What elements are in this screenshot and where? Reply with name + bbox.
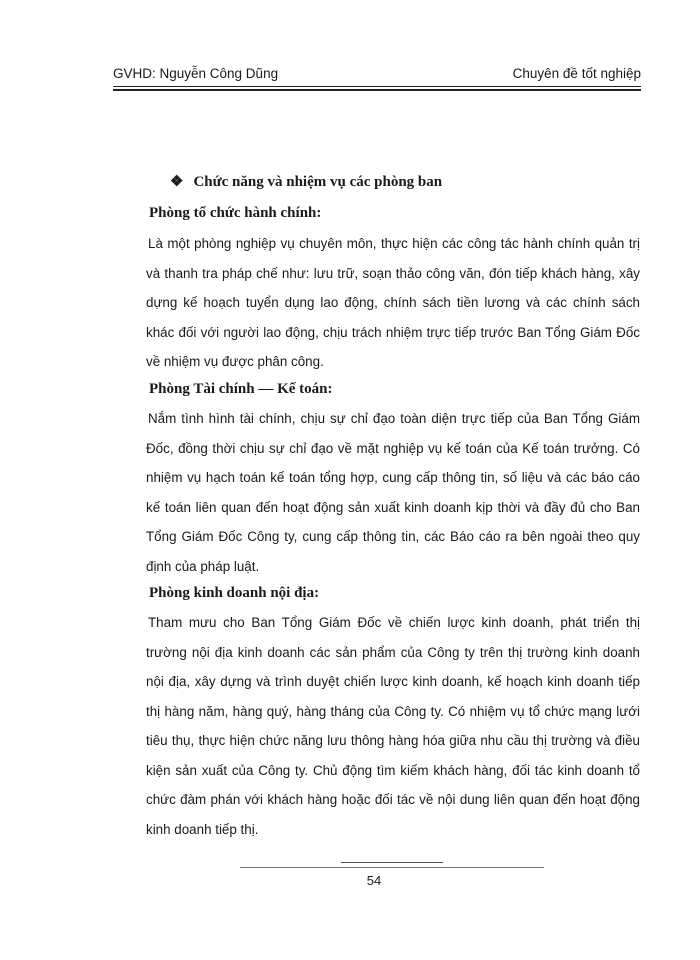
header-supervisor: GVHD: Nguyễn Công Dũng xyxy=(113,66,279,81)
page-header xyxy=(113,62,641,90)
header-rule-thin xyxy=(113,86,641,87)
page-number: 54 xyxy=(366,873,382,888)
paragraph-finance-department xyxy=(146,404,640,581)
paragraph-finance-text: Nắm tình hình tài chính, chịu sự chỉ đạo toàn diện trực tiếp của Ban Tổng Giám Đốc, đồng thời chịu sự chỉ đạo về mặt nghiệp vụ kế toán của Kế toán trưởng. Có nhiệm vụ hạch toán kế toán tổng hợp, cung cấp thông tin, số liệu và các báo cáo kế toán liên quan đến hoạt động sản xuất kinh doanh kịp thời và đầy đủ cho Ban Tổng Giám Đốc Công ty, cung cấp thông tin, các Báo cáo ra bên ngoài theo quy định của pháp luật. xyxy=(146,411,640,574)
heading-finance-department: Phòng Tài chính — Kế toán: xyxy=(149,381,333,397)
header-rule-thick xyxy=(113,89,641,91)
paragraph-admin-department xyxy=(146,229,640,377)
paragraph-domestic-text: Tham mưu cho Ban Tổng Giám Đốc về chiến lược kinh doanh, phát triển thị trường nội địa kinh doanh các sản phẩm của Công ty trên thị trường kinh doanh nội địa, xây dựng và trình duyệt chiến lược kinh doanh, kế hoạch kinh doanh tiếp thị hàng năm, hàng quý, hàng tháng của Công ty. Có nhiệm vụ tổ chức mạng lưới tiêu thụ, thực hiện chức năng lưu thông hàng hóa giữa nhu cầu thị trường và điều kiện sản xuất của Công ty. Chủ động tìm kiếm khách hàng, đối tác kinh doanh tổ chức đàm phán với khách hàng hoặc đối tác về nội dung liên quan đến hoạt động kinh doanh tiếp thị. xyxy=(146,615,640,837)
paragraph-admin-text: Là một phòng nghiệp vụ chuyên môn, thực hiện các công tác hành chính quản trị và thanh tra pháp chế như: lưu trữ, soạn thảo công văn, đón tiếp khách hàng, xây dựng kế hoạch tuyển dụng lao động, chính sách tiền lương và các chính sách khác đối với người lao động, chịu trách nhiệm trực tiếp trước Ban Tổng Giám Đốc về nhiệm vụ được phân công. xyxy=(146,236,640,369)
heading-admin-department: Phòng tổ chức hành chính: xyxy=(149,205,322,221)
footer-rules xyxy=(240,862,544,870)
header-document-title: Chuyên đề tốt nghiệp xyxy=(512,66,641,81)
heading-domestic-business-department: Phòng kinh doanh nội địa: xyxy=(149,585,320,601)
diamond-bullet-icon: ❖ xyxy=(170,174,184,190)
paragraph-domestic-business-department xyxy=(146,608,640,844)
section-title xyxy=(170,172,442,191)
footer-rule-short xyxy=(341,862,443,863)
section-title-text: Chức năng và nhiệm vụ các phòng ban xyxy=(193,174,443,190)
footer-rule-long xyxy=(240,867,544,868)
